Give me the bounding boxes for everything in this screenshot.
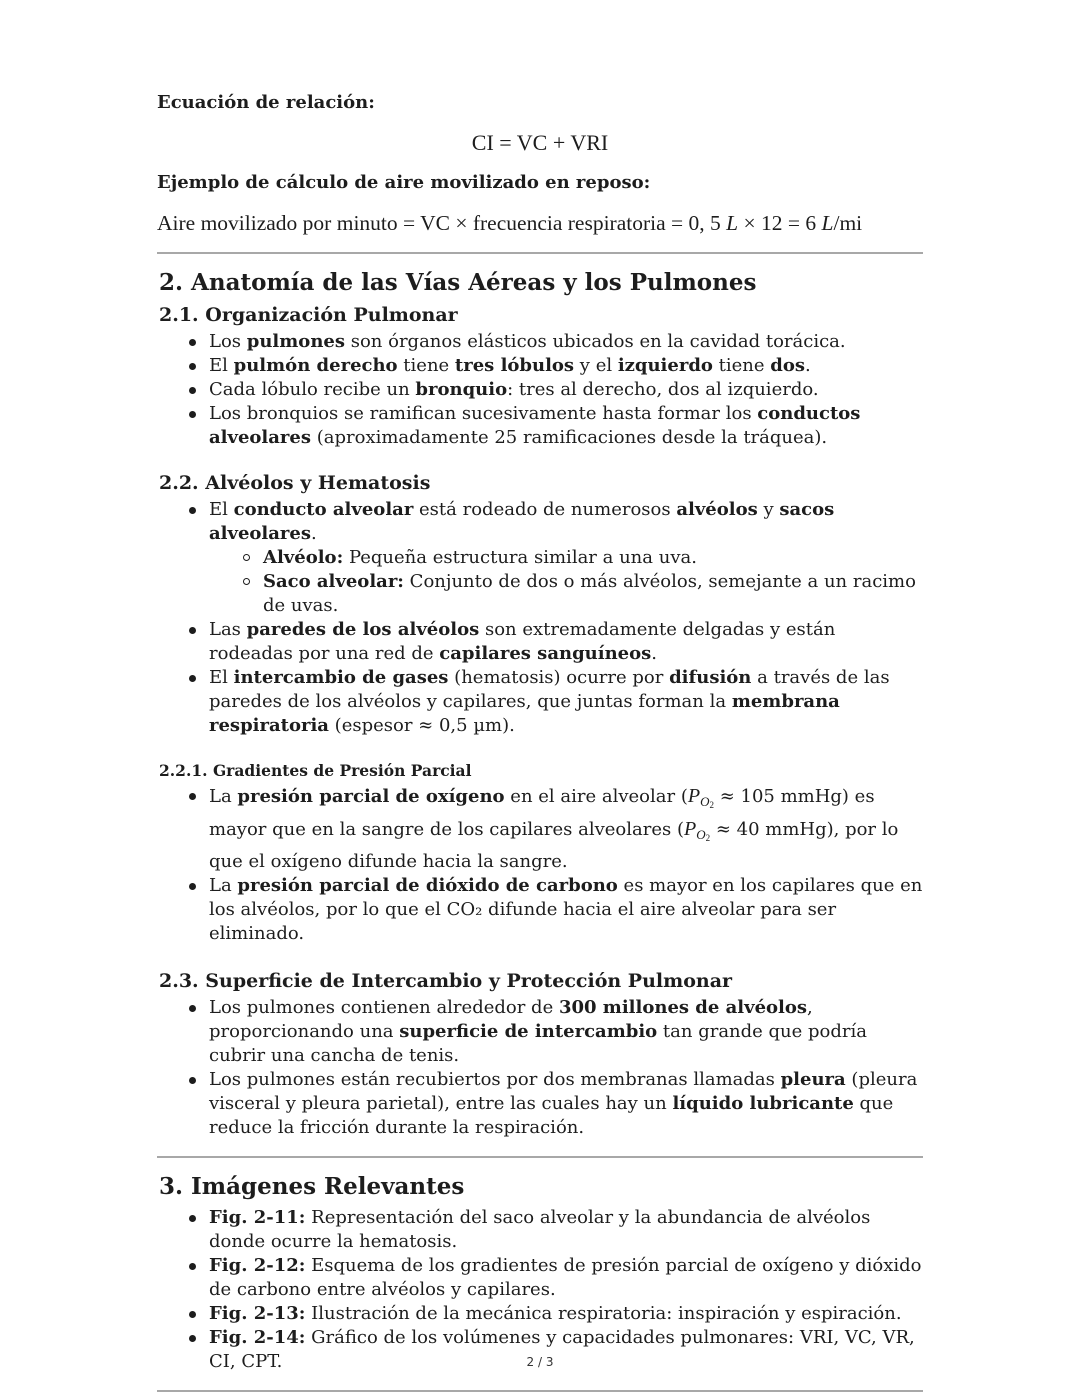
list-item: Los pulmones son órganos elásticos ubicados en la cavidad torácica. (209, 330, 923, 354)
example-equation: Aire movilizado por minuto = VC × frecuencia respiratoria = 0, 5 L × 12 = 6 L/mi (157, 211, 863, 235)
relation-equation: CI = VC + VRI (471, 130, 609, 155)
section-2-1-title: 2.1. Organización Pulmonar (159, 304, 458, 326)
section-3-title: 3. Imágenes Relevantes (159, 1173, 465, 1200)
divider (157, 252, 923, 254)
list-item: El conducto alveolar está rodeado de numerosos alvéolos y sacos alveolares. Alvéolo: Pequeña estructura similar a una uva. Saco alveolar: Conjunto de dos o más alvéolos, semejante a un racimo de uvas. (209, 498, 923, 618)
list-item: La presión parcial de dióxido de carbono es mayor en los capilares que en los alvéolos, por lo que el CO₂ difunde hacia el aire alveolar para ser eliminado. (209, 875, 923, 944)
section-2-1-list (157, 330, 923, 450)
section-2-2-1-list (157, 784, 923, 946)
section-2-2-list (157, 498, 923, 738)
sub-list (209, 546, 923, 618)
list-item: Los pulmones están recubiertos por dos membranas llamadas pleura (pleura visceral y pleura parietal), entre las cuales hay un líquido lubricante que reduce la fricción durante la respiración. (209, 1068, 923, 1140)
section-2-3-list (157, 996, 923, 1140)
example-label: Ejemplo de cálculo de aire movilizado en reposo: (157, 172, 651, 193)
list-item: Fig. 2-11: Representación del saco alveolar y la abundancia de alvéolos donde ocurre la hematosis. (209, 1206, 923, 1254)
list-item: Los bronquios se ramifican sucesivamente hasta formar los conductos alveolares (aproximadamente 25 ramificaciones desde la tráquea). (209, 402, 923, 450)
list-item: Las paredes de los alvéolos son extremadamente delgadas y están rodeadas por una red de capilares sanguíneos. (209, 618, 923, 666)
section-2-2-title: 2.2. Alvéolos y Hematosis (159, 472, 431, 494)
section-3-list (157, 1206, 923, 1374)
list-item: El intercambio de gases (hematosis) ocurre por difusión a través de las paredes de los alvéolos y capilares, que juntas forman la membrana respiratoria (espesor ≈ 0,5 µm). (209, 666, 923, 738)
list-item: Fig. 2-12: Esquema de los gradientes de presión parcial de oxígeno y dióxido de carbono entre alvéolos y capilares. (209, 1255, 922, 1300)
list-item: Los pulmones contienen alrededor de 300 millones de alvéolos, proporcionando una superficie de intercambio tan grande que podría cubrir una cancha de tenis. (209, 996, 923, 1068)
section-2-3-title: 2.3. Superficie de Intercambio y Protección Pulmonar (159, 970, 733, 992)
list-item: El pulmón derecho tiene tres lóbulos y el izquierdo tiene dos. (209, 354, 923, 378)
document-page (157, 90, 923, 1392)
sub-list-item: Saco alveolar: Conjunto de dos o más alvéolos, semejante a un racimo de uvas. (263, 570, 923, 618)
section-2-title: 2. Anatomía de las Vías Aéreas y los Pulmones (159, 269, 757, 296)
sub-list-item: Alvéolo: Pequeña estructura similar a una uva. (263, 546, 923, 570)
list-item: Fig. 2-14: Gráfico de los volúmenes y capacidades pulmonares: VRI, VC, VR, CI, CPT. (209, 1326, 923, 1374)
list-item: La presión parcial de oxígeno en el aire alveolar ($P_{O2} \approx 105$ mmHg) es mayor que en la sangre de los capilares alveolares ($P_{O2} \approx 40$ mmHg), por lo que el oxígeno difunde hacia la sangre. (209, 784, 923, 874)
divider (157, 1390, 923, 1392)
divider (157, 1156, 923, 1158)
list-item: Cada lóbulo recibe un bronquio: tres al derecho, dos al izquierdo. (209, 378, 923, 402)
relation-label: Ecuación de relación: (157, 92, 375, 113)
list-item: Fig. 2-13: Ilustración de la mecánica respiratoria: inspiración y espiración. (209, 1302, 923, 1326)
section-2-2-1-title: 2.2.1. Gradientes de Presión Parcial (159, 761, 472, 780)
page-number: 2 / 3 (526, 1355, 554, 1369)
